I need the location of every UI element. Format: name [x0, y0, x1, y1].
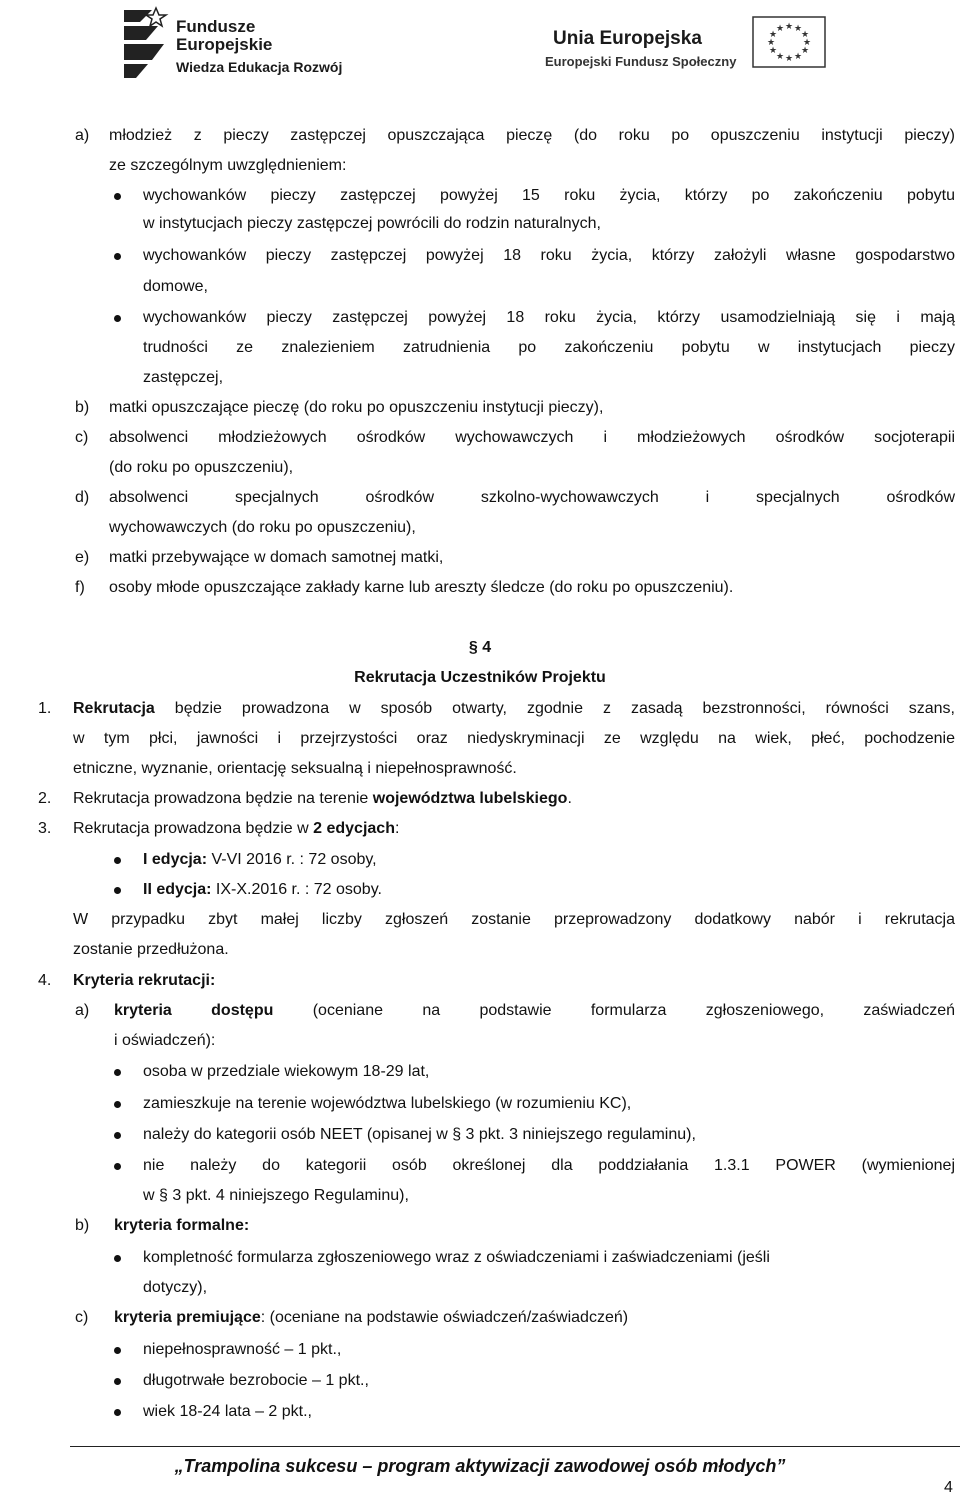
list-a-bullet1-line2: w instytucjach pieczy zastępczej powrócili do rodzin naturalnych,	[143, 215, 601, 232]
item3-note-line2: zostanie przedłużona.	[73, 941, 229, 958]
item4-title: Kryteria rekrutacji:	[73, 972, 216, 989]
bullet-dot	[114, 1378, 121, 1385]
criteria-c-bold: kryteria premiujące	[114, 1309, 261, 1326]
bullet-dot	[114, 1409, 121, 1416]
edition-1-label: I edycja:	[143, 851, 208, 868]
list-a-line2: ze szczególnym uwzględnieniem:	[109, 157, 347, 174]
svg-text:★: ★	[784, 22, 794, 32]
criteria-c-text: : (oceniane na podstawie oświadczeń/zaświadczeń)	[260, 1309, 629, 1326]
edition-2	[143, 880, 382, 900]
svg-text:★: ★	[800, 46, 810, 56]
list-a-bullet3-line2: trudności ze znalezieniem zatrudnienia po zakończeniu pobytu w instytucjach pieczy	[143, 339, 955, 356]
item3-text: Rekrutacja prowadzona będzie w	[73, 820, 314, 837]
criteria-b-title: kryteria formalne:	[114, 1217, 250, 1234]
section-title: Rekrutacja Uczestników Projektu	[354, 669, 606, 686]
ue-logo-title: Unia Europejska	[553, 28, 702, 49]
svg-text:★: ★	[768, 46, 778, 56]
list-a-bullet3-line1: wychowanków pieczy zastępczej powyżej 18 roku życia, którzy usamodzielniają się i mają	[143, 309, 955, 326]
bullet-dot	[114, 1347, 121, 1354]
bullet-dot	[114, 253, 121, 260]
list-label-b: b)	[75, 399, 90, 416]
svg-text:★: ★	[768, 30, 778, 40]
list-label-e: e)	[75, 549, 90, 566]
criteria-a-text: (oceniane na podstawie formularza zgłoszeniowego, zaświadczeń	[273, 1002, 956, 1019]
list-d-line2: wychowawczych (do roku po opuszczeniu),	[109, 519, 416, 536]
bullet-dot	[114, 857, 121, 864]
bullet-dot	[114, 1255, 121, 1262]
criteria-a-bullet1: osoba w przedziale wiekowym 18-29 lat,	[143, 1063, 430, 1080]
list-label-a: a)	[75, 127, 90, 144]
list-c-line1: absolwenci młodzieżowych ośrodków wychowawczych i młodzieżowych ośrodków socjoterapii	[109, 429, 955, 446]
list-a-bullet2-line1: wychowanków pieczy zastępczej powyżej 18 roku życia, którzy założyli własne gospodarstwo	[143, 247, 955, 264]
item3-bold: 2 edycjach	[313, 820, 395, 837]
fe-logo-line2: Europejskie	[176, 35, 273, 54]
list-e-text: matki przebywające w domach samotnej matki,	[109, 549, 444, 566]
svg-text:★: ★	[800, 30, 810, 40]
criteria-a-line2: i oświadczeń):	[114, 1032, 216, 1049]
footer-divider	[70, 1446, 960, 1447]
list-label-d: d)	[75, 489, 90, 506]
criteria-a-bold: kryteria dostępu	[114, 1002, 274, 1019]
criteria-c-bullet1: niepełnosprawność – 1 pkt.,	[143, 1341, 342, 1358]
item-number-3: 3.	[38, 820, 52, 837]
item-number-4: 4.	[38, 972, 52, 989]
item1-line3: etniczne, wyznanie, orientację seksualną i niepełnosprawność.	[73, 760, 517, 777]
list-a-line1: młodzież z pieczy zastępczej opuszczająca pieczę (do roku po opuszczeniu instytucji pieczy)	[109, 127, 955, 144]
item1-bold: Rekrutacja	[73, 700, 155, 717]
list-label-c: c)	[75, 429, 89, 446]
bullet-dot	[114, 1069, 121, 1076]
item2-end: .	[567, 790, 572, 807]
page-number: 4	[944, 1479, 953, 1496]
item2-bold: województwa lubelskiego	[372, 790, 568, 807]
svg-text:★: ★	[775, 52, 785, 62]
list-a-bullet3-line3: zastępczej,	[143, 369, 224, 386]
item2-line	[73, 789, 572, 809]
criteria-a-bullet4-line1: nie należy do kategorii osób określonej dla poddziałania 1.3.1 POWER (wymienionej	[143, 1157, 955, 1174]
criteria-b-bullet1-line1: kompletność formularza zgłoszeniowego wraz z oświadczeniami i zaświadczeniami (jeśli	[143, 1249, 770, 1266]
item2-text: Rekrutacja prowadzona będzie na terenie	[73, 790, 373, 807]
svg-text:★: ★	[802, 38, 812, 48]
item3-line	[73, 819, 399, 839]
eu-flag-icon	[752, 16, 826, 68]
bullet-dot	[114, 1163, 121, 1170]
bullet-dot	[114, 887, 121, 894]
fe-logo-line3: Wiedza Edukacja Rozwój	[176, 59, 343, 75]
ue-logo-subtitle: Europejski Fundusz Społeczny	[545, 54, 737, 69]
criteria-c-bullet2: długotrwałe bezrobocie – 1 pkt.,	[143, 1372, 369, 1389]
criteria-c-line	[114, 1308, 628, 1328]
item3-note-line1: W przypadku zbyt małej liczby zgłoszeń zostanie przeprowadzony dodatkowy nabór i rekrutacja	[73, 911, 955, 928]
list-label-f: f)	[75, 579, 85, 596]
list-a-bullet1-line1: wychowanków pieczy zastępczej powyżej 15 roku życia, którzy po zakończeniu pobytu	[143, 187, 955, 204]
section-number: § 4	[468, 639, 492, 656]
criteria-label-b: b)	[75, 1217, 90, 1234]
edition-2-text: IX-X.2016 r. : 72 osoby.	[211, 881, 382, 898]
item3-end: :	[394, 820, 400, 837]
criteria-a-bullet2: zamieszkuje na terenie województwa lubelskiego (w rozumieniu KC),	[143, 1095, 632, 1112]
svg-text:★: ★	[784, 54, 794, 64]
edition-2-label: II edycja:	[143, 881, 212, 898]
criteria-a-line1	[114, 1001, 955, 1021]
list-a-bullet2-line2: domowe,	[143, 278, 208, 295]
criteria-label-c: c)	[75, 1309, 89, 1326]
criteria-b-bullet1-line2: dotyczy),	[143, 1279, 208, 1296]
fe-logo-line1: Fundusze	[176, 17, 256, 36]
list-d-line1: absolwenci specjalnych ośrodków szkolno-wychowawczych i specjalnych ośrodków	[109, 489, 955, 506]
svg-text:★: ★	[793, 52, 803, 62]
svg-text:★: ★	[793, 24, 803, 34]
footer-project-title: „Trampolina sukcesu – program aktywizacji zawodowej osób młodych”	[174, 1456, 786, 1476]
item-number-2: 2.	[38, 790, 52, 807]
edition-1-text: V-VI 2016 r. : 72 osoby,	[207, 851, 377, 868]
criteria-a-bullet3: należy do kategorii osób NEET (opisanej w § 3 pkt. 3 niniejszego regulaminu),	[143, 1126, 696, 1143]
fundusze-europejskie-logo	[118, 6, 348, 82]
svg-text:★: ★	[766, 38, 776, 48]
item1-text: będzie prowadzona w sposób otwarty, zgodnie z zasadą bezstronności, równości szans,	[154, 700, 955, 717]
bullet-dot	[114, 1132, 121, 1139]
fe-emblem-icon	[118, 6, 170, 82]
item1-line1	[73, 699, 955, 719]
item-number-1: 1.	[38, 700, 52, 717]
list-b-text: matki opuszczające pieczę (do roku po opuszczeniu instytucji pieczy),	[109, 399, 604, 416]
edition-1	[143, 850, 377, 870]
list-c-line2: (do roku po opuszczeniu),	[109, 459, 294, 476]
criteria-label-a: a)	[75, 1002, 90, 1019]
criteria-a-bullet4-line2: w § 3 pkt. 4 niniejszego Regulaminu),	[143, 1187, 409, 1204]
bullet-dot	[114, 1101, 121, 1108]
bullet-dot	[114, 315, 121, 322]
svg-text:★: ★	[775, 24, 785, 34]
bullet-dot	[114, 193, 121, 200]
item1-line2: w tym płci, jawności i przejrzystości oraz niedyskryminacji ze względu na wiek, płeć, pochodzenie	[73, 730, 955, 747]
criteria-c-bullet3: wiek 18-24 lata – 2 pkt.,	[143, 1403, 312, 1420]
list-f-text: osoby młode opuszczające zakłady karne lub areszty śledcze (do roku po opuszczeniu).	[109, 579, 734, 596]
page-header	[0, 0, 960, 90]
